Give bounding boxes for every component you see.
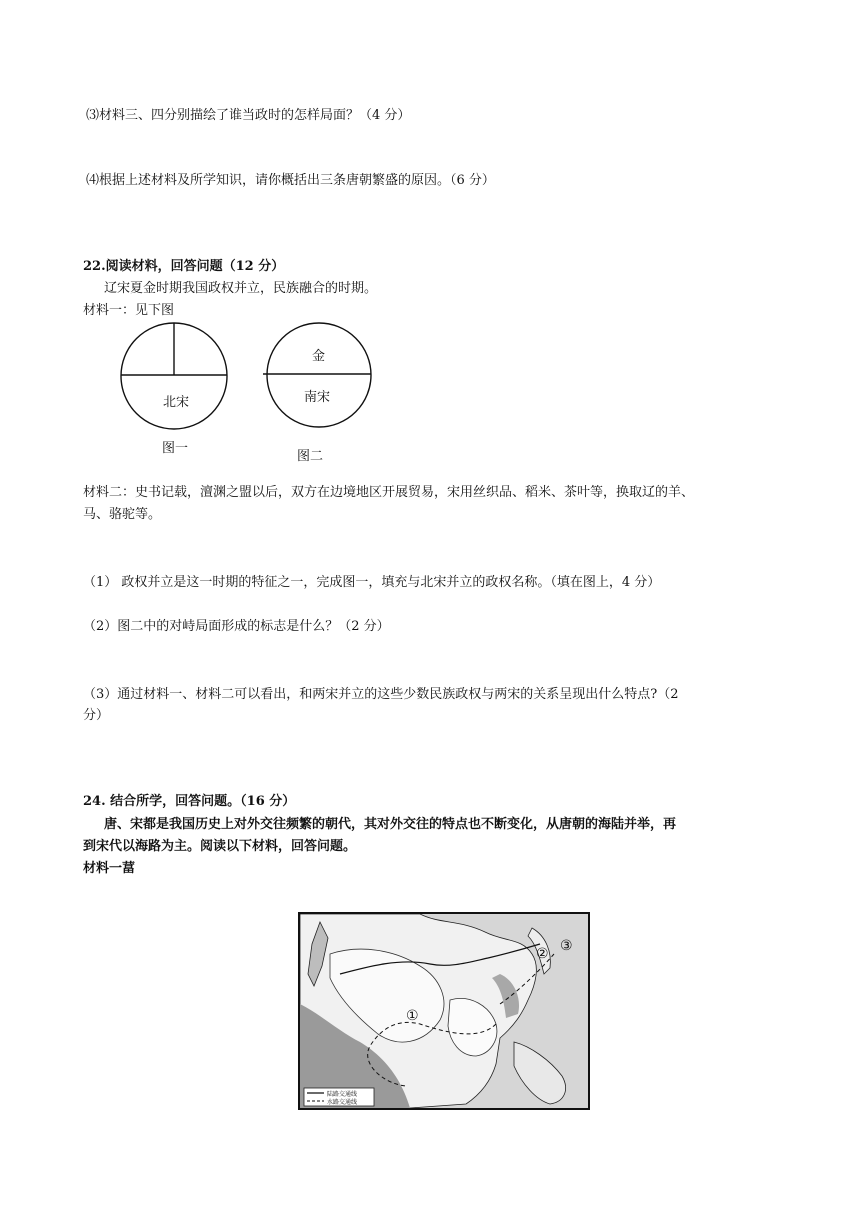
map-marker-2: ② bbox=[536, 946, 549, 962]
question-22-3-line-2: 分） bbox=[83, 708, 110, 723]
figure-2-southern-song-label: 南宋 bbox=[304, 390, 331, 405]
tang-song-trade-route-map bbox=[298, 912, 590, 1110]
figure-1-caption: 图一 bbox=[162, 441, 189, 456]
map-legend-land-route: 陆路交通线 bbox=[327, 1091, 358, 1098]
section-24-paragraph-line-2: 到宋代以海路为主。阅读以下材料，回答问题。 bbox=[83, 839, 357, 854]
section-24-paragraph-line-1: 唐、宋都是我国历史上对外交往频繁的朝代，其对外交往的特点也不断变化，从唐朝的海陆并举，再 bbox=[104, 817, 677, 832]
map-marker-3: ③ bbox=[560, 938, 573, 954]
figure-1-northern-song-label: 北宋 bbox=[163, 395, 190, 410]
map-drawing bbox=[300, 914, 588, 1108]
map-marker-1: ① bbox=[406, 1008, 419, 1024]
figure-2-caption: 图二 bbox=[297, 449, 324, 464]
material-2-line-1: 材料二：史书记载，澶渊之盟以后，双方在边境地区开展贸易，宋用丝织品、稻米、茶叶等，换取辽的羊、 bbox=[83, 485, 695, 500]
question-22-2: （2）图二中的对峙局面形成的标志是什么？（2 分） bbox=[83, 619, 390, 634]
question-22-1: （1） 政权并立是这一时期的特征之一，完成图一，填充与北宋并立的政权名称。（填在图上，4 分） bbox=[83, 575, 661, 590]
material-1-label: 材料一：见下图 bbox=[83, 303, 175, 318]
section-24-material-1-label: 材料一葍 bbox=[83, 861, 136, 876]
section-22-heading: 22.阅读材料，回答问题（12 分） bbox=[83, 259, 285, 274]
figure-1-diagram bbox=[118, 320, 230, 432]
material-2-line-2: 马、骆驼等。 bbox=[83, 507, 162, 522]
map-legend-sea-route: 水路交通线 bbox=[327, 1099, 358, 1106]
section-24-heading: 24. 结合所学，回答问题。（16 分） bbox=[83, 794, 296, 809]
figure-2-diagram bbox=[262, 318, 374, 430]
section-22-intro: 辽宋夏金时期我国政权并立，民族融合的时期。 bbox=[104, 281, 378, 296]
question-21-4: ⑷根据上述材料及所学知识，请你概括出三条唐朝繁盛的原因。（6 分） bbox=[86, 173, 495, 188]
figure-2-jin-label: 金 bbox=[312, 349, 326, 364]
question-22-3-line-1: （3）通过材料一、材料二可以看出，和两宋并立的这些少数民族政权与两宋的关系呈现出什么特点?（2 bbox=[83, 687, 679, 702]
question-21-3: ⑶材料三、四分别描绘了谁当政时的怎样局面？（4 分） bbox=[86, 108, 411, 123]
